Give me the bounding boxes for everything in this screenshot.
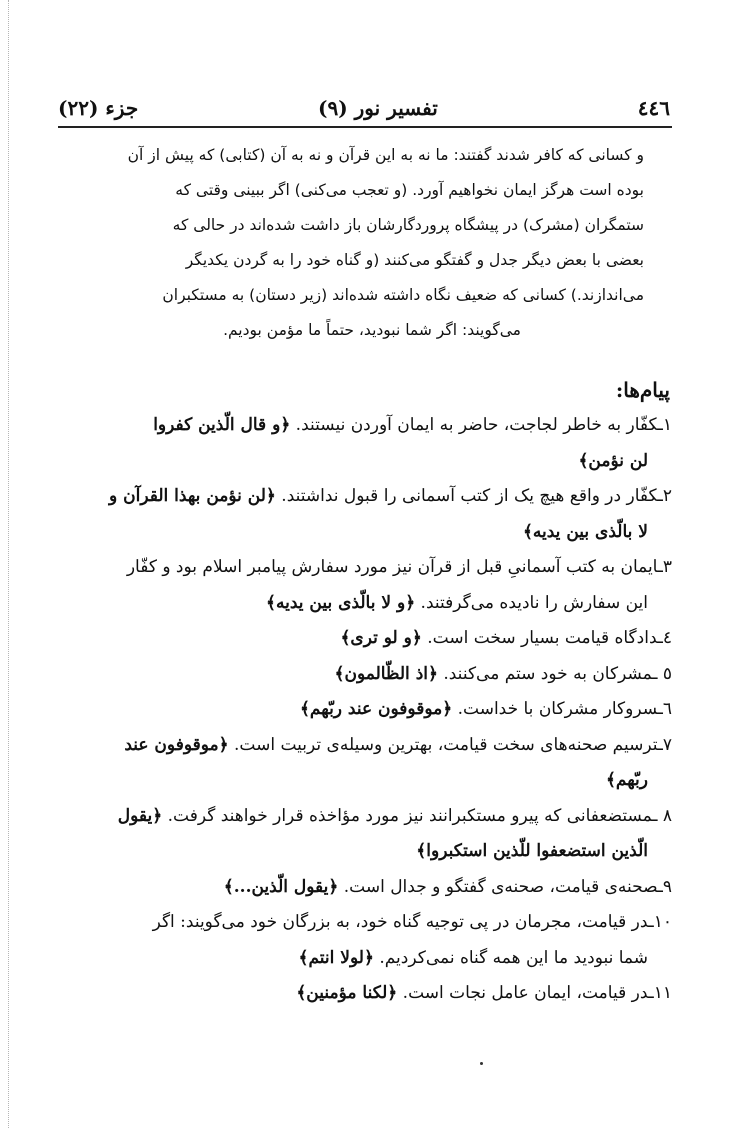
lesson-text: در قیامت، ایمان عامل نجات است. [397, 983, 649, 1003]
lesson-text: ایمان به کتب آسمانیِ قبل از قرآن نیز مورد سفارش پیامبر اسلام بود و کفّار [126, 557, 658, 577]
quran-quote: ﴿موقوفون عند ربّهم﴾ [299, 699, 453, 719]
lesson-item [58, 408, 672, 479]
quran-quote: ﴿اذ الظّالمون﴾ [334, 663, 438, 684]
lessons-list [58, 408, 672, 1012]
lesson-line [58, 550, 672, 586]
lesson-text: مستضعفانی که پیرو مستکبرانند نیز مورد مؤاخذه قرار خواهند گرفت. [162, 805, 653, 826]
lesson-number: ٦ـ [657, 699, 672, 719]
lesson-item [58, 621, 672, 657]
lesson-number: ۲ـ [657, 486, 672, 506]
page-number: ٤٤٦ [637, 96, 670, 120]
quran-quote: الّذین استضعفوا للّذین استکبروا﴾ [416, 841, 648, 861]
quran-quote: ﴿و لو تری﴾ [340, 628, 422, 648]
lesson-line [58, 657, 672, 693]
part-number: جزء (۲۲) [58, 96, 139, 120]
lesson-line [58, 834, 672, 870]
scan-speck [480, 1062, 483, 1065]
lesson-line [58, 905, 672, 941]
translation-line: می‌اندازند.) کسانی که ضعیف نگاه داشته شده‌اند (زیر دستان) به مستکبران [162, 286, 644, 304]
lesson-text: کفّار به خاطر لجاجت، حاضر به ایمان آوردن نیستند. [290, 415, 658, 435]
lesson-line [58, 515, 672, 551]
lesson-line [58, 728, 672, 764]
quran-quote: ﴿و لا بالّذی بین یدیه﴾ [266, 592, 416, 613]
translation-line: بعضی با بعض دیگر جدل و گفتگو می‌کنند (و گناه خود را به گردن یکدیگر [185, 251, 644, 269]
lesson-number: ۷ـ [657, 734, 672, 755]
lesson-number: ٤ـ [657, 628, 672, 648]
quran-quote: ﴿لکنا مؤمنین﴾ [296, 983, 398, 1003]
quran-quote: ﴿موقوفون عند [124, 734, 229, 755]
quran-quote: ﴿لولا انتم﴾ [298, 947, 374, 968]
lesson-item [58, 728, 672, 799]
lesson-number: ۱ـ [657, 415, 672, 435]
lesson-number: ۳ـ [657, 557, 672, 577]
running-header [58, 96, 670, 126]
quran-quote: ربّهم﴾ [605, 770, 648, 790]
header-divider [58, 126, 672, 128]
lesson-item [58, 692, 672, 728]
quran-quote: ﴿یقول الّذین...﴾ [223, 876, 339, 897]
lesson-line [58, 621, 672, 657]
lesson-line [58, 763, 672, 799]
quran-quote: لا بالّذی بین یدیه﴾ [522, 521, 648, 542]
lesson-line [58, 479, 672, 515]
lesson-text: دادگاه قیامت بسیار سخت است. [421, 628, 658, 648]
lesson-line [58, 444, 672, 480]
lesson-item [58, 799, 672, 870]
lesson-line [58, 870, 672, 906]
lesson-number: ۸ ـ [652, 805, 672, 826]
book-title: تفسیر نور (۹) [318, 96, 438, 120]
lesson-item [58, 657, 672, 693]
scan-margin-rule [8, 0, 9, 1128]
translation-line: می‌گویند: اگر شما نبودید، حتماً ما مؤمن بودیم. [223, 321, 521, 339]
lesson-text: کفّار در واقع هیچ یک از کتب آسمانی را قبول نداشتند. [275, 486, 658, 506]
lesson-item [58, 976, 672, 1012]
lesson-number: ٥ ـ [652, 663, 672, 684]
lesson-text: سروکار مشرکان با خداست. [452, 699, 658, 719]
translation-paragraph [106, 138, 644, 348]
translation-line: بوده است هرگز ایمان نخواهیم آورد. (و تعجب می‌کنی) اگر ببینی وقتی که [175, 181, 644, 199]
lesson-item [58, 550, 672, 621]
lesson-number: ۱۱ـ [648, 983, 672, 1003]
lesson-text: در قیامت، مجرمان در پی توجیه گناه خود، به بزرگان خود می‌گویند: اگر [152, 912, 649, 932]
section-heading: پیام‌ها: [615, 378, 670, 402]
quran-quote: لن نؤمن﴾ [578, 450, 648, 471]
lesson-line [58, 799, 672, 835]
lesson-text: صحنه‌ی قیامت، صحنه‌ی گفتگو و جدال است. [338, 876, 658, 897]
quran-quote: ﴿لن نؤمن بهذا القرآن و [109, 486, 276, 506]
lesson-item [58, 905, 672, 976]
lesson-number: ۹ـ [657, 876, 672, 897]
lesson-line [58, 408, 672, 444]
lesson-text: مشرکان به خود ستم می‌کنند. [437, 663, 653, 684]
translation-line: و کسانی که کافر شدند گفتند: ما نه به این قرآن و نه به آن (کتابی) که پیش از آن [127, 146, 644, 164]
lesson-text: شما نبودید ما این همه گناه نمی‌کردیم. [373, 947, 648, 968]
lesson-line [58, 976, 672, 1012]
lesson-text: این سفارش را نادیده می‌گرفتند. [415, 592, 648, 613]
quran-quote: ﴿یقول [117, 805, 163, 826]
lesson-item [58, 479, 672, 550]
lesson-line [58, 586, 672, 622]
lesson-number: ۱۰ـ [648, 912, 672, 932]
lesson-line [58, 941, 672, 977]
lesson-text: ترسیم صحنه‌های سخت قیامت، بهترین وسیله‌ی تربیت است. [228, 734, 658, 755]
lesson-item [58, 870, 672, 906]
quran-quote: ﴿و قال الّذین کفروا [153, 415, 291, 435]
translation-line: ستمگران (مشرک) در پیشگاه پروردگارشان باز داشت شده‌اند در حالی که [172, 216, 644, 234]
lesson-line [58, 692, 672, 728]
